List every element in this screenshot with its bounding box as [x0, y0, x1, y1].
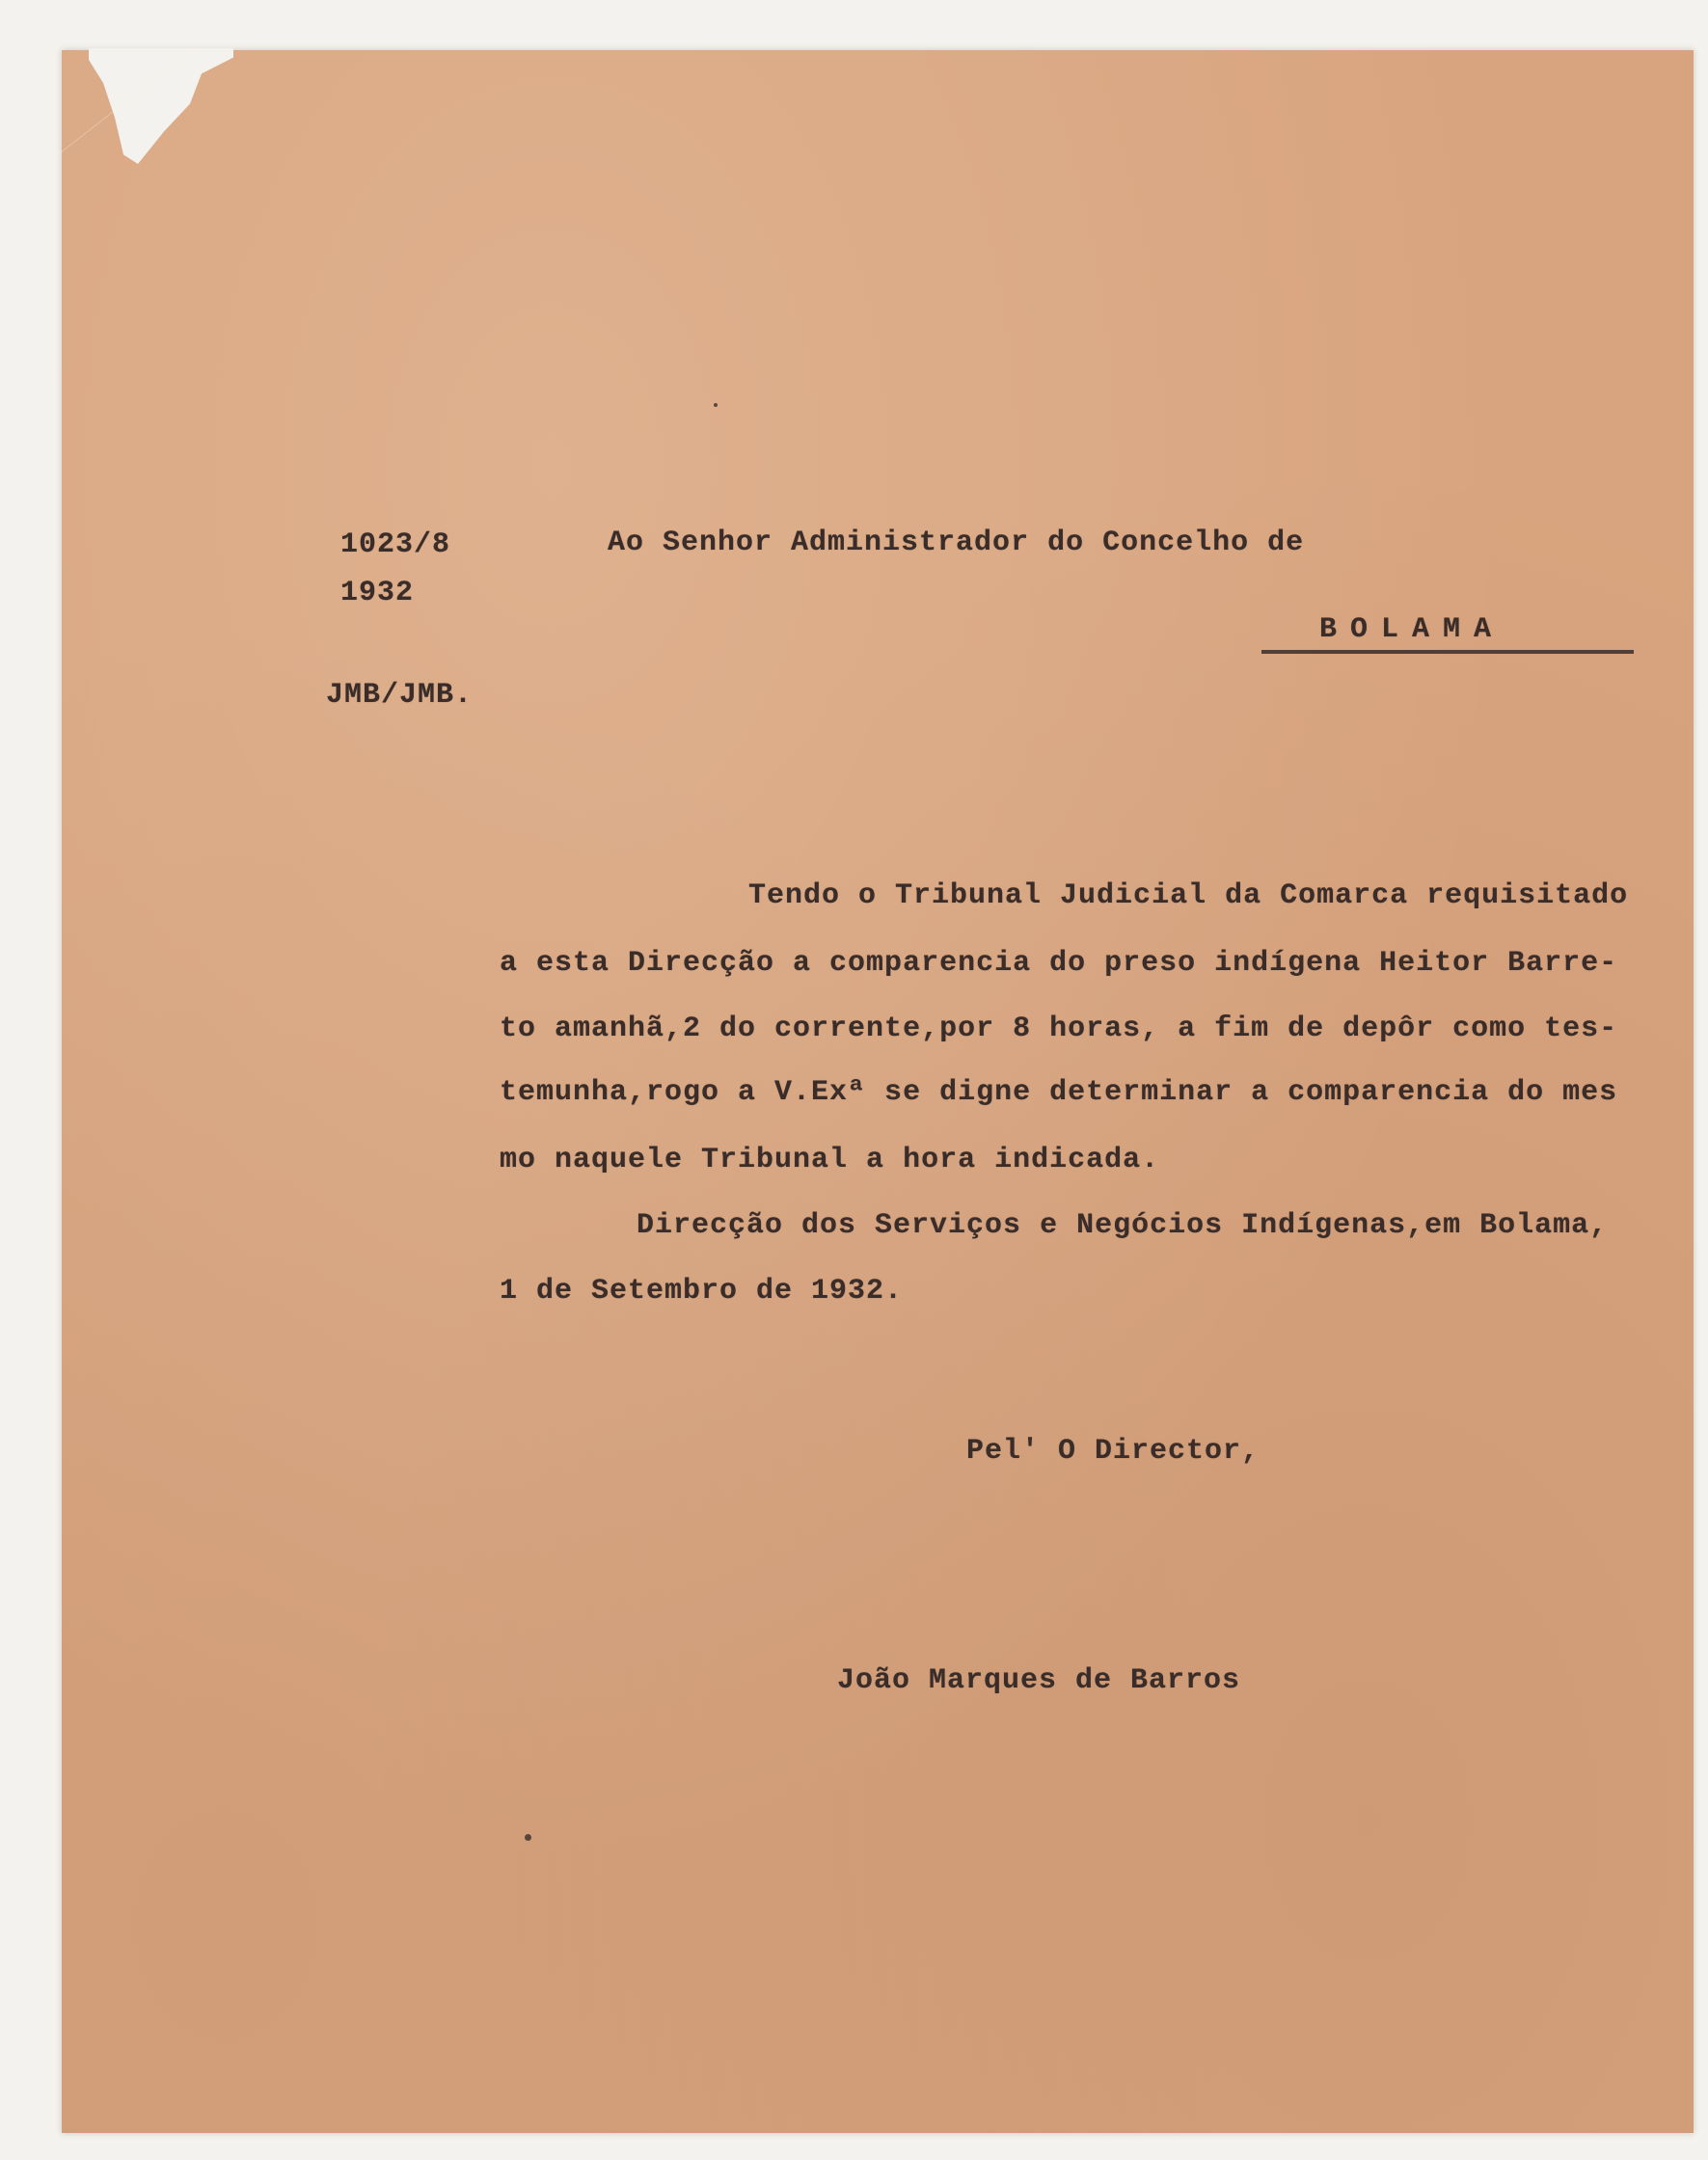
destination-underline — [1261, 650, 1634, 654]
addressee-line: Ao Senhor Administrador do Concelho de — [608, 526, 1305, 559]
body-line-1: Tendo o Tribunal Judicial da Comarca requisitado — [748, 879, 1629, 912]
ink-speck — [714, 403, 718, 407]
body-line-3: to amanhã,2 do corrente,por 8 horas, a fim de depôr como tes- — [500, 1012, 1618, 1045]
ink-speck — [525, 1834, 531, 1841]
reference-number: 1023/8 — [340, 528, 451, 561]
signatory-name: João Marques de Barros — [837, 1664, 1241, 1697]
body-line-4: temunha,rogo a V.Exª se digne determinar a comparencia do mes — [500, 1076, 1618, 1109]
typist-initials: JMB/JMB. — [326, 679, 474, 712]
body-line-2: a esta Direcção a comparencia do preso indígena Heitor Barre- — [500, 947, 1618, 980]
date-line: 1 de Setembro de 1932. — [500, 1275, 904, 1308]
reference-year: 1932 — [340, 577, 415, 609]
signoff: Pel' O Director, — [966, 1435, 1261, 1468]
destination-place: BOLAMA — [1319, 613, 1505, 646]
place-line: Direcção dos Serviços e Negócios Indígenas,em Bolama, — [637, 1209, 1609, 1242]
body-line-5: mo naquele Tribunal a hora indicada. — [500, 1144, 1160, 1176]
